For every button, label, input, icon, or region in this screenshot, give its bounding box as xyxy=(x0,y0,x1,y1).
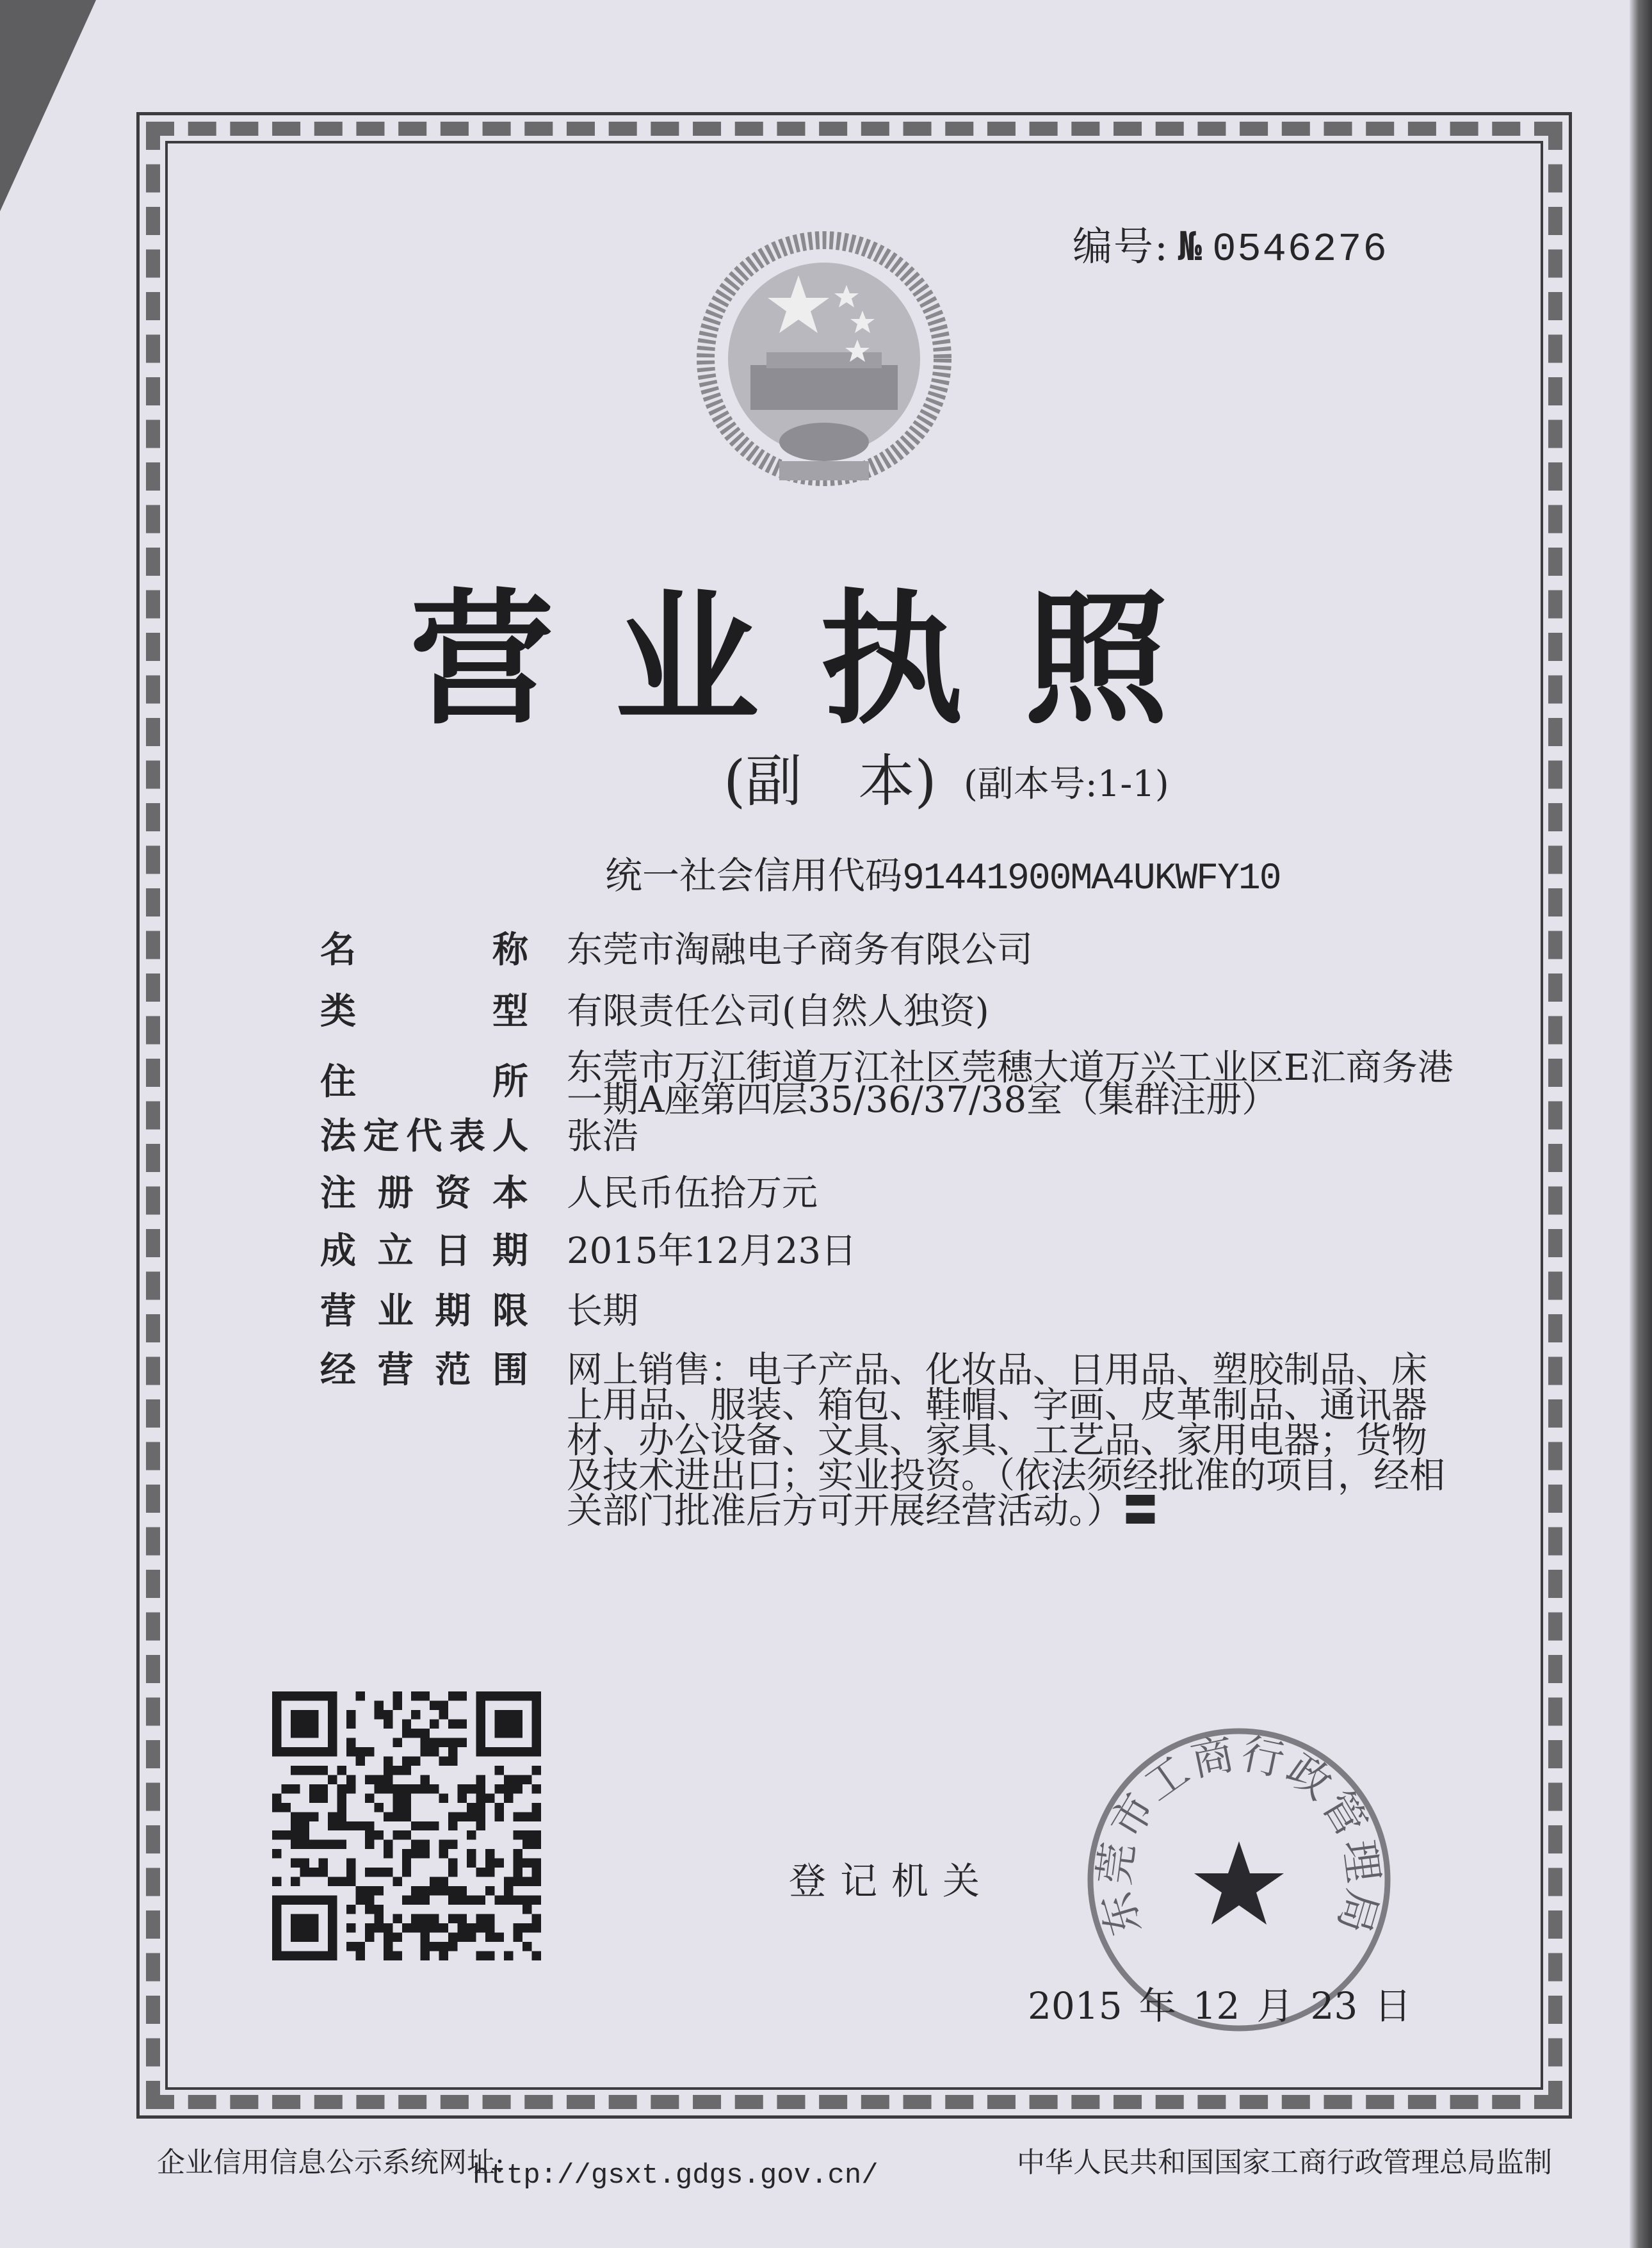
day-label: 日 xyxy=(1374,1984,1412,2028)
field-name xyxy=(320,929,1470,971)
copy-number: (副本号:1-1) xyxy=(964,763,1169,805)
issue-day: 23 xyxy=(1310,1984,1358,2028)
serial-number xyxy=(1073,215,1388,272)
field-value: 东莞市万江街道万江社区莞穗大道万兴工业区E汇商务港一期A座第四层35/36/37/38室（集群注册） xyxy=(567,1047,1454,1121)
footer-supervisor: 中华人民共和国国家工商行政管理总局监制 xyxy=(1017,2146,1552,2179)
field-label: 成立日期 xyxy=(320,1230,528,1272)
field-type xyxy=(320,993,1470,1030)
scan-edge xyxy=(1630,0,1652,2248)
footer-site-label: 企业信用信息公示系统网址: xyxy=(157,2146,505,2179)
field-value: 东莞市淘融电子商务有限公司 xyxy=(567,929,1033,971)
serial-label: 编号: xyxy=(1073,223,1169,270)
field-value: 有限责任公司(自然人独资) xyxy=(567,991,989,1032)
field-legal-representative xyxy=(320,1118,1470,1155)
field-business-term xyxy=(320,1293,1470,1330)
field-label: 营业期限 xyxy=(320,1291,528,1332)
field-registered-capital xyxy=(320,1175,1470,1212)
field-value: 网上销售：电子产品、化妆品、日用品、塑胶制品、床上用品、服装、箱包、鞋帽、字画、皮革制品、通讯器材、办公设备、文具、家具、工艺品、家用电器；货物及技术进出口；实业投资。（依法须经批准的项目，经相关部门批准后方可开展经营活动。）〓 xyxy=(567,1349,1445,1532)
copy-label: (副 本) xyxy=(724,748,937,814)
credit-code-label: 统一社会信用代码 xyxy=(605,854,903,897)
field-address xyxy=(320,1047,1470,1121)
field-label: 经营范围 xyxy=(320,1349,528,1391)
document-title: 营业执照 xyxy=(410,576,1229,744)
footer-url[interactable]: http://gsxt.gdgs.gov.cn/ xyxy=(473,2160,879,2192)
field-value: 人民币伍拾万元 xyxy=(567,1173,818,1214)
credit-code-value: 91441900MA4UKWFY10 xyxy=(902,858,1281,900)
serial-value: 0546276 xyxy=(1212,227,1388,272)
field-value: 张浩 xyxy=(567,1116,638,1157)
credit-code xyxy=(605,845,1281,900)
seal-text: 东莞市工商行政管理局 xyxy=(1089,1729,1389,1941)
field-label: 名称 xyxy=(320,929,528,971)
issue-month: 12 xyxy=(1192,1984,1240,2028)
registration-authority: 登记机关 xyxy=(789,1859,994,1903)
svg-text:东莞市工商行政管理局 xyxy=(1089,1729,1388,1941)
field-label: 法定代表人 xyxy=(320,1116,528,1157)
field-value: 长期 xyxy=(567,1291,638,1332)
serial-no-sign: № xyxy=(1178,223,1204,270)
field-value: 2015年12月23日 xyxy=(567,1230,857,1272)
qr-code-icon xyxy=(272,1688,541,1964)
month-label: 月 xyxy=(1256,1984,1294,2028)
field-label: 住所 xyxy=(320,1061,528,1103)
issue-year: 2015 xyxy=(1028,1984,1122,2028)
year-label: 年 xyxy=(1138,1984,1176,2028)
field-label: 类型 xyxy=(320,991,528,1032)
field-established-date xyxy=(320,1230,1470,1272)
issue-date xyxy=(1028,1976,1428,2030)
field-business-scope xyxy=(320,1349,1450,1532)
national-emblem-icon xyxy=(690,231,959,500)
field-label: 注册资本 xyxy=(320,1173,528,1214)
